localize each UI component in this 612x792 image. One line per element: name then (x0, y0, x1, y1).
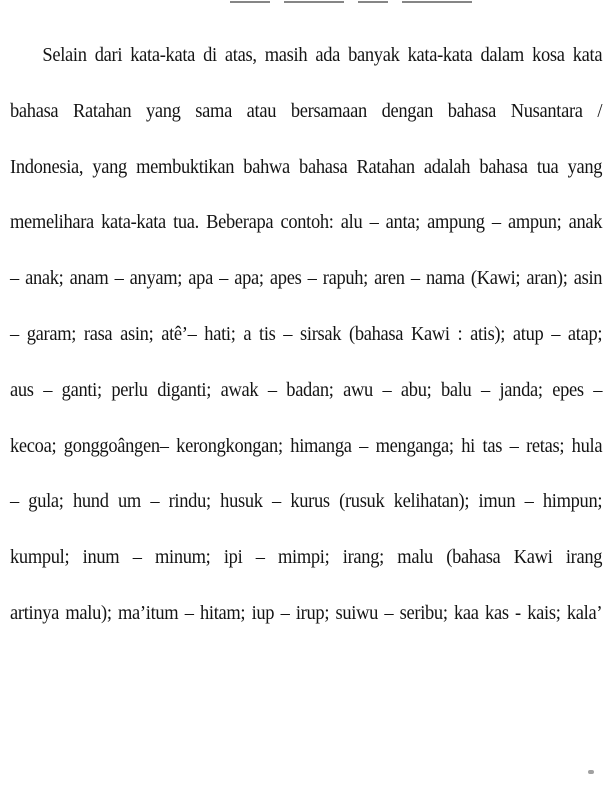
paragraph-line: – anak; anam – anyam; apa – apa; apes – rapuh; aren – nama (Kawi; aran); asin (10, 267, 603, 290)
paragraph-line: aus – ganti; perlu diganti; awak – badan; awu – abu; balu – janda; epes – (10, 378, 603, 401)
paragraph-line: kumpul; inum – minum; ipi – mimpi; irang; malu (bahasa Kawi irang (10, 546, 603, 569)
paragraph-line: Selain dari kata-kata di atas, masih ada banyak kata-kata dalam kosa kata (42, 44, 603, 66)
paragraph-line: – garam; rasa asin; atê’– hati; a tis – sirsak (bahasa Kawi : atis); atup – atap; (10, 322, 603, 345)
paragraph-line: bahasa Ratahan yang sama atau bersamaan dengan bahasa Nusantara / (10, 99, 603, 122)
paragraph-line: kecoa; gonggoângen– kerongkongan; himanga – menganga; hi tas – retas; hula (10, 434, 603, 457)
paragraph-line: memelihara kata-kata tua. Beberapa contoh: alu – anta; ampung – ampun; anak (10, 211, 603, 234)
paragraph-line: Indonesia, yang membuktikan bahwa bahasa Ratahan adalah bahasa tua yang (10, 155, 603, 178)
paragraph-line: artinya malu); ma’itum – hitam; iup – irup; suiwu – seribu; kaa kas - kais; kala’ (10, 601, 603, 624)
scan-speck (588, 770, 594, 774)
body-paragraph (10, 28, 603, 642)
paragraph-line: – gula; hund um – rindu; husuk – kurus (rusuk kelihatan); imun – himpun; (10, 490, 603, 513)
cropped-previous-line (230, 0, 490, 4)
